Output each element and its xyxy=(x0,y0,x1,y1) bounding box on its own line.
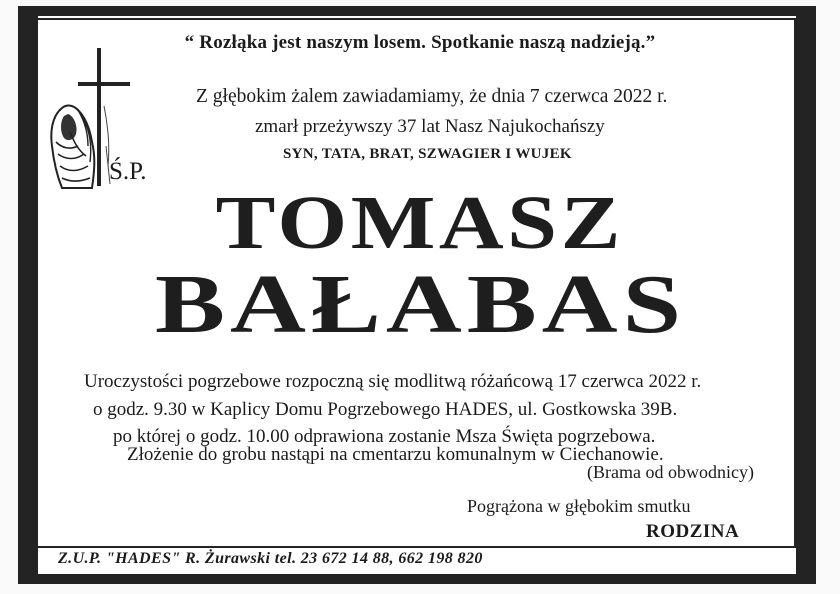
funeral-info-line-1: Uroczystości pogrzebowe rozpoczną się modlitwą różańcową 17 czerwca 2022 r. xyxy=(84,371,702,392)
funeral-info-line-4: Złożenie do grobu nastąpi na cmentarzu komunalnym w Ciechanowie. xyxy=(127,444,664,465)
sp-label: Ś.P. xyxy=(109,158,147,185)
funeral-home-footer: Z.U.P. "HADES" R. Żurawski tel. 23 672 14 88, 662 198 820 xyxy=(58,550,483,567)
death-announcement-line: Z głębokim żalem zawiadamiamy, że dnia 7 czerwca 2022 r. xyxy=(196,86,668,107)
relations-line: SYN, TATA, BRAT, SZWAGIER I WUJEK xyxy=(283,146,572,162)
deceased-last-name: BAŁABAS xyxy=(154,258,686,351)
funeral-info-line-3: po której o godz. 10.00 odprawiona zostanie Msza Święta pogrzebowa. xyxy=(113,426,656,447)
funeral-info-line-5: (Brama od obwodnicy) xyxy=(587,462,754,482)
deceased-first-name: TOMASZ xyxy=(215,181,624,265)
mourning-text: Pogrążona w głębokim smutku xyxy=(467,496,691,516)
age-line: zmarł przeżywszy 37 lat Nasz Najukochańszy xyxy=(255,116,605,137)
funeral-info-line-2: o godz. 9.30 w Kaplicy Domu Pogrzebowego HADES, ul. Gostkowska 39B. xyxy=(93,399,678,420)
family-signature: RODZINA xyxy=(646,521,740,542)
memorial-quote: “ Rozłąka jest naszym losem. Spotkanie naszą nadzieją.” xyxy=(184,32,656,53)
